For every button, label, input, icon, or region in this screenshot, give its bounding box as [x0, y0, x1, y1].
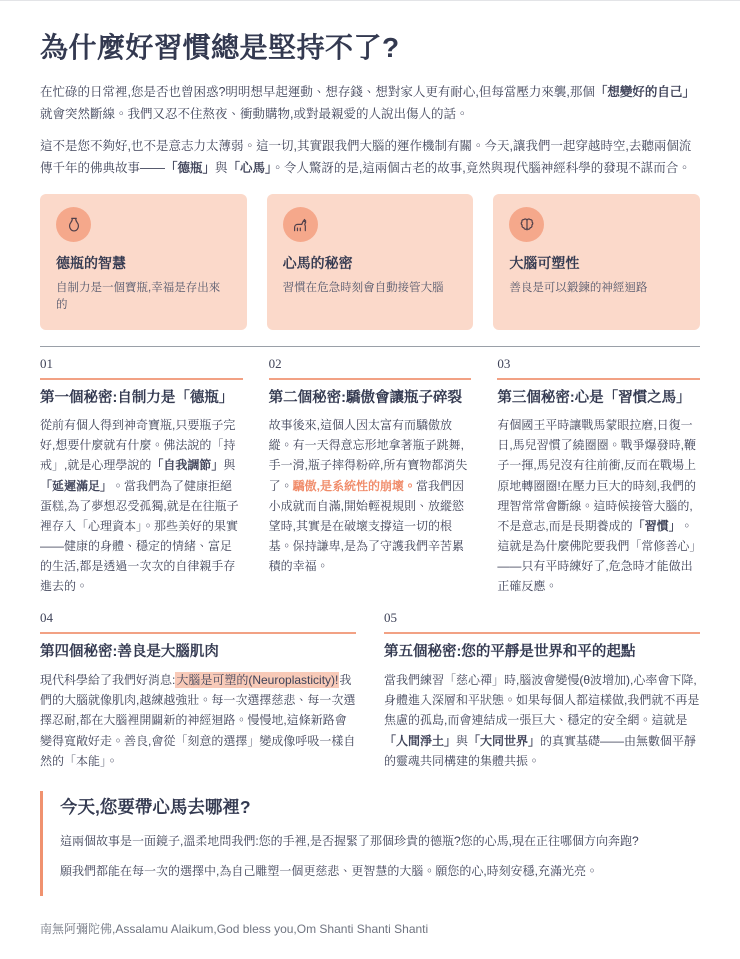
- summary-cards: [40, 194, 700, 330]
- card-description: 善良是可以鍛鍊的神經迴路: [509, 282, 648, 294]
- card-icon-circle: [509, 207, 544, 242]
- secret-section-5: [384, 610, 700, 770]
- card-neuroplasticity: [493, 194, 700, 330]
- callout-title: 今天,您要帶心馬去哪裡?: [60, 796, 251, 817]
- secret-title: 第三個秘密:心是「習慣之馬」: [497, 389, 691, 406]
- secret-number: 01: [40, 356, 243, 380]
- secret-body: 當我們練習「慈心禪」時,腦波會變慢(θ波增加),心率會下降,身體進入深層和平狀態。如果每個人都這樣做,我們就不再是焦慮的孤島,而會連結成一張巨大、穩定的安全網。這就是「人間淨土」與「大同世界」的真實基礎——由無數個平靜的靈魂共同構建的集體共振。: [384, 673, 700, 768]
- callout-paragraph-1: 這兩個故事是一面鏡子,溫柔地問我們:您的手裡,是否握緊了那個珍貴的德瓶?您的心馬,現在正往哪個方向奔跑?: [60, 833, 639, 848]
- card-description: 習慣在危急時刻會自動接管大腦: [282, 282, 444, 294]
- secret-number: 03: [497, 356, 700, 380]
- callout-paragraph-2: 願我們都能在每一次的選擇中,為自己雕塑一個更慈悲、更智慧的大腦。願您的心,時刻安穩,充滿光亮。: [60, 864, 599, 879]
- secrets-row-2: [40, 610, 700, 770]
- secret-number: 02: [269, 356, 472, 380]
- vase-icon: [65, 216, 83, 234]
- horse-icon: [291, 216, 309, 234]
- intro-paragraph-1: 在忙碌的日常裡,您是否也曾困惑?明明想早起運動、想存錢、想對家人更有耐心,但每當壓力來襲,那個「想變好的自己」就會突然斷線。我們又忍不住熬夜、衝動購物,或對最親愛的人說出傷人的話。: [40, 85, 695, 121]
- brain-icon: [518, 216, 536, 234]
- card-description: 自制力是一個寶瓶,幸福是存出來的: [56, 282, 221, 312]
- closing-callout: [40, 791, 700, 896]
- secret-section-2: [269, 356, 472, 597]
- page-title: 為什麼好習慣總是堅持不了?: [40, 32, 400, 63]
- secret-section-4: [40, 610, 356, 770]
- card-icon-circle: [56, 207, 91, 242]
- secret-number: 04: [40, 610, 356, 634]
- secret-title: 第四個秘密:善良是大腦肌肉: [40, 644, 219, 661]
- card-mind-horse: [267, 194, 474, 330]
- secret-body: 有個國王平時讓戰馬蒙眼拉磨,日復一日,馬兒習慣了繞圈圈。戰爭爆發時,鞭子一揮,馬兒沒有往前衝,反而在戰場上原地轉圈圈!在壓力巨大的時刻,我們的理智常常會斷線。這時候接管大腦的,不是意志,而是長期養成的「習慣」。這就是為什麼佛陀要我們「常修善心」——只有平時練好了,危急時才能做出正確反應。: [497, 418, 696, 594]
- secret-section-1: [40, 356, 243, 597]
- secret-body: 現代科學給了我們好消息:大腦是可塑的(Neuroplasticity)!我們的大腦就像肌肉,越練越強壯。每一次選擇慈悲、每一次選擇忍耐,都在大腦裡開闢新的神經迴路。慢慢地,這條新路會變得寬敞好走。善良,會從「刻意的選擇」變成像呼吸一樣自然的「本能」。: [40, 673, 356, 768]
- card-title: 大腦可塑性: [509, 255, 580, 271]
- intro-paragraph-2: 這不是您不夠好,也不是意志力太薄弱。這一切,其實跟我們大腦的運作機制有關。今天,讓我們一起穿越時空,去聽兩個流傳千年的佛典故事——「德瓶」與「心馬」。令人驚訝的是,這兩個古老的故事,竟然與現代腦神經科學的發現不謀而合。: [40, 139, 692, 175]
- secret-body: 從前有個人得到神奇寶瓶,只要瓶子完好,想要什麼就有什麼。佛法說的「持戒」,就是心理學說的「自我調節」與「延遲滿足」。當我們為了健康拒絕蛋糕,為了夢想忍受孤獨,就是在往瓶子裡存入「心理資本」。那些美好的果實——健康的身體、穩定的情緒、富足的生活,都是透過一次次的自律親手存進去的。: [40, 418, 239, 594]
- secret-body: 故事後來,這個人因太富有而驕傲放縱。有一天得意忘形地拿著瓶子跳舞,手一滑,瓶子摔得粉碎,所有寶物都消失了。驕傲,是系統性的崩壞。當我們因小成就而自滿,開始輕視規則、放縱慾望時,其實是在破壞支撐這一切的根基。保持謙卑,是為了守護我們辛苦累積的幸福。: [268, 418, 468, 574]
- secret-section-3: [497, 356, 700, 597]
- blessing-text: 南無阿彌陀佛,Assalamu Alaikum,God bless you,Om Shanti Shanti Shanti: [40, 921, 429, 936]
- secret-title: 第一個秘密:自制力是「德瓶」: [40, 389, 234, 406]
- card-virtue-bottle: [40, 194, 247, 330]
- card-title: 心馬的秘密: [282, 255, 353, 271]
- card-title: 德瓶的智慧: [56, 255, 126, 271]
- secret-title: 第二個秘密:驕傲會讓瓶子碎裂: [268, 389, 462, 406]
- card-icon-circle: [283, 207, 318, 242]
- secrets-row-1: [40, 346, 700, 597]
- secret-number: 05: [384, 610, 700, 634]
- secret-title: 第五個秘密:您的平靜是世界和平的起點: [384, 644, 636, 661]
